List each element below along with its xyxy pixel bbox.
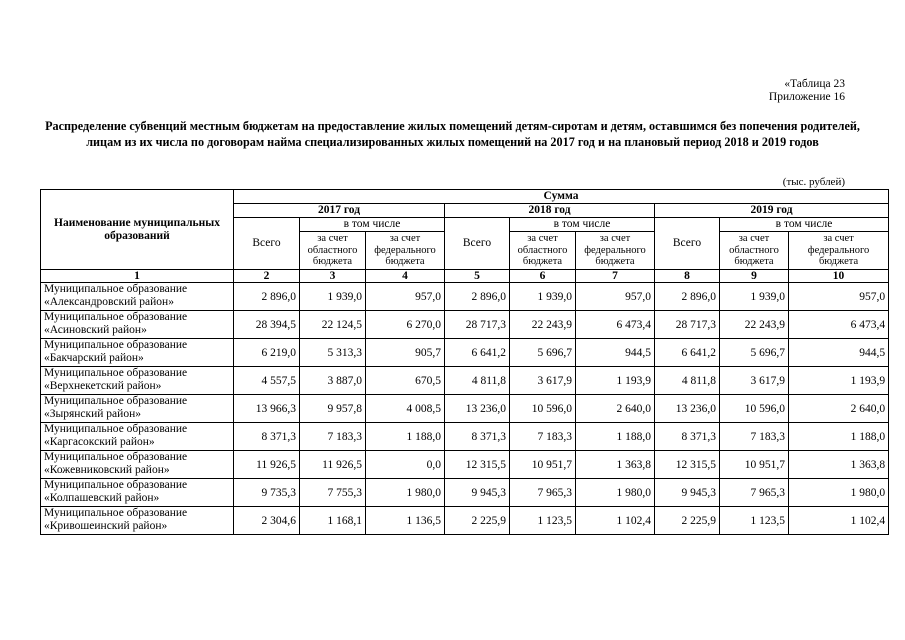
column-number: 5 bbox=[445, 270, 510, 283]
header-year-2019: 2019 год bbox=[655, 204, 889, 218]
value-cell: 2 896,0 bbox=[655, 283, 720, 311]
municipality-name: «Кожевниковский район» bbox=[44, 464, 170, 476]
value-cell: 28 717,3 bbox=[655, 311, 720, 339]
table-row bbox=[41, 423, 889, 451]
value-cell: 2 225,9 bbox=[655, 507, 720, 535]
value-cell: 12 315,5 bbox=[445, 451, 510, 479]
value-cell: 13 966,3 bbox=[234, 395, 300, 423]
value-cell: 10 951,7 bbox=[720, 451, 789, 479]
municipality-name-cell bbox=[41, 451, 234, 479]
value-cell: 2 640,0 bbox=[789, 395, 889, 423]
municipality-name-cell bbox=[41, 479, 234, 507]
value-cell: 5 696,7 bbox=[510, 339, 576, 367]
value-cell: 22 243,9 bbox=[720, 311, 789, 339]
value-cell: 7 965,3 bbox=[720, 479, 789, 507]
value-cell: 10 951,7 bbox=[510, 451, 576, 479]
header-federal-2019: за счет федерального бюджета bbox=[789, 232, 889, 270]
municipality-type: Муниципальное образование bbox=[44, 311, 188, 323]
value-cell: 1 102,4 bbox=[576, 507, 655, 535]
value-cell: 4 811,8 bbox=[445, 367, 510, 395]
table-row bbox=[41, 311, 889, 339]
value-cell: 1 939,0 bbox=[720, 283, 789, 311]
value-cell: 5 313,3 bbox=[300, 339, 366, 367]
municipality-name: «Колпашевский район» bbox=[44, 492, 160, 504]
value-cell: 4 008,5 bbox=[366, 395, 445, 423]
value-cell: 2 304,6 bbox=[234, 507, 300, 535]
header-incl-2017: в том числе bbox=[300, 218, 445, 232]
value-cell: 8 371,3 bbox=[445, 423, 510, 451]
municipality-name: «Александровский район» bbox=[44, 296, 174, 308]
header-federal-2018: за счет федерального бюджета bbox=[576, 232, 655, 270]
value-cell: 5 696,7 bbox=[720, 339, 789, 367]
value-cell: 28 717,3 bbox=[445, 311, 510, 339]
value-cell: 2 896,0 bbox=[234, 283, 300, 311]
column-number: 4 bbox=[366, 270, 445, 283]
value-cell: 1 102,4 bbox=[789, 507, 889, 535]
value-cell: 2 225,9 bbox=[445, 507, 510, 535]
appendix-number: Приложение 16 bbox=[768, 91, 845, 103]
value-cell: 4 811,8 bbox=[655, 367, 720, 395]
header-year-2018: 2018 год bbox=[445, 204, 655, 218]
value-cell: 4 557,5 bbox=[234, 367, 300, 395]
value-cell: 13 236,0 bbox=[445, 395, 510, 423]
value-cell: 957,0 bbox=[576, 283, 655, 311]
header-federal-2017: за счет федерального бюджета bbox=[366, 232, 445, 270]
municipality-type: Муниципальное образование bbox=[44, 507, 188, 519]
value-cell: 1 939,0 bbox=[510, 283, 576, 311]
column-number: 7 bbox=[576, 270, 655, 283]
value-cell: 957,0 bbox=[366, 283, 445, 311]
municipality-type: Муниципальное образование bbox=[44, 451, 188, 463]
table-row bbox=[41, 479, 889, 507]
column-number: 1 bbox=[41, 270, 234, 283]
document-title: Распределение субвенций местным бюджетам на предоставление жилых помещений детям-сиротам и детям, оставшимся без попечения родителей, лицам из их числа по договорам найма специализированных жилых помещений на 2017 год и на плановый период 2018 и 2019 годов bbox=[45, 119, 860, 149]
value-cell: 944,5 bbox=[789, 339, 889, 367]
header-regional-2019: за счет областного бюджета bbox=[720, 232, 789, 270]
value-cell: 8 371,3 bbox=[655, 423, 720, 451]
table-row bbox=[41, 367, 889, 395]
header-total-2017: Всего bbox=[234, 218, 300, 270]
units-note: (тыс. рублей) bbox=[782, 176, 845, 188]
value-cell: 28 394,5 bbox=[234, 311, 300, 339]
value-cell: 1 363,8 bbox=[789, 451, 889, 479]
value-cell: 670,5 bbox=[366, 367, 445, 395]
municipality-name: «Бакчарский район» bbox=[44, 352, 144, 364]
municipality-name: «Каргасокский район» bbox=[44, 436, 155, 448]
municipality-name: «Асиновский район» bbox=[44, 324, 147, 336]
value-cell: 6 473,4 bbox=[576, 311, 655, 339]
table-row bbox=[41, 451, 889, 479]
table-row bbox=[41, 283, 889, 311]
table-row bbox=[41, 507, 889, 535]
subsidy-table bbox=[40, 189, 889, 535]
header-total-2018: Всего bbox=[445, 218, 510, 270]
value-cell: 11 926,5 bbox=[234, 451, 300, 479]
value-cell: 7 183,3 bbox=[300, 423, 366, 451]
value-cell: 22 124,5 bbox=[300, 311, 366, 339]
municipality-name-cell bbox=[41, 367, 234, 395]
value-cell: 944,5 bbox=[576, 339, 655, 367]
column-number-row bbox=[41, 270, 889, 283]
value-cell: 1 188,0 bbox=[576, 423, 655, 451]
municipality-type: Муниципальное образование bbox=[44, 283, 188, 295]
municipality-name: «Зырянский район» bbox=[44, 408, 141, 420]
value-cell: 9 735,3 bbox=[234, 479, 300, 507]
municipality-name-cell bbox=[41, 311, 234, 339]
value-cell: 1 980,0 bbox=[366, 479, 445, 507]
value-cell: 1 188,0 bbox=[789, 423, 889, 451]
table-body bbox=[41, 283, 889, 535]
value-cell: 7 965,3 bbox=[510, 479, 576, 507]
value-cell: 905,7 bbox=[366, 339, 445, 367]
value-cell: 3 617,9 bbox=[510, 367, 576, 395]
value-cell: 1 136,5 bbox=[366, 507, 445, 535]
value-cell: 1 980,0 bbox=[576, 479, 655, 507]
municipality-type: Муниципальное образование bbox=[44, 339, 188, 351]
value-cell: 1 939,0 bbox=[300, 283, 366, 311]
column-number: 3 bbox=[300, 270, 366, 283]
header-regional-2017: за счет областного бюджета bbox=[300, 232, 366, 270]
value-cell: 1 193,9 bbox=[576, 367, 655, 395]
value-cell: 3 617,9 bbox=[720, 367, 789, 395]
value-cell: 11 926,5 bbox=[300, 451, 366, 479]
table-number: «Таблица 23 bbox=[784, 78, 845, 90]
municipality-type: Муниципальное образование bbox=[44, 367, 188, 379]
municipality-name-cell bbox=[41, 423, 234, 451]
value-cell: 6 270,0 bbox=[366, 311, 445, 339]
municipality-name: «Кривошеинский район» bbox=[44, 520, 168, 532]
value-cell: 957,0 bbox=[789, 283, 889, 311]
column-number: 8 bbox=[655, 270, 720, 283]
table-row bbox=[41, 339, 889, 367]
municipality-type: Муниципальное образование bbox=[44, 395, 188, 407]
value-cell: 8 371,3 bbox=[234, 423, 300, 451]
value-cell: 12 315,5 bbox=[655, 451, 720, 479]
value-cell: 6 219,0 bbox=[234, 339, 300, 367]
value-cell: 22 243,9 bbox=[510, 311, 576, 339]
column-number: 2 bbox=[234, 270, 300, 283]
value-cell: 1 168,1 bbox=[300, 507, 366, 535]
value-cell: 10 596,0 bbox=[510, 395, 576, 423]
value-cell: 9 945,3 bbox=[655, 479, 720, 507]
column-number: 6 bbox=[510, 270, 576, 283]
header-sum: Сумма bbox=[234, 190, 889, 204]
municipality-name-cell bbox=[41, 283, 234, 311]
value-cell: 9 945,3 bbox=[445, 479, 510, 507]
value-cell: 13 236,0 bbox=[655, 395, 720, 423]
municipality-name-cell bbox=[41, 507, 234, 535]
value-cell: 0,0 bbox=[366, 451, 445, 479]
header-incl-2018: в том числе bbox=[510, 218, 655, 232]
header-year-2017: 2017 год bbox=[234, 204, 445, 218]
value-cell: 1 363,8 bbox=[576, 451, 655, 479]
municipality-name-cell bbox=[41, 339, 234, 367]
header-municipality: Наименование муниципальных образований bbox=[41, 190, 234, 270]
table-row bbox=[41, 395, 889, 423]
value-cell: 6 641,2 bbox=[445, 339, 510, 367]
header-incl-2019: в том числе bbox=[720, 218, 889, 232]
municipality-type: Муниципальное образование bbox=[44, 423, 188, 435]
value-cell: 9 957,8 bbox=[300, 395, 366, 423]
value-cell: 7 755,3 bbox=[300, 479, 366, 507]
value-cell: 10 596,0 bbox=[720, 395, 789, 423]
header-regional-2018: за счет областного бюджета bbox=[510, 232, 576, 270]
municipality-name: «Верхнекетский район» bbox=[44, 380, 162, 392]
value-cell: 7 183,3 bbox=[510, 423, 576, 451]
value-cell: 1 193,9 bbox=[789, 367, 889, 395]
value-cell: 1 123,5 bbox=[510, 507, 576, 535]
municipality-name-cell bbox=[41, 395, 234, 423]
value-cell: 1 980,0 bbox=[789, 479, 889, 507]
value-cell: 1 188,0 bbox=[366, 423, 445, 451]
value-cell: 6 473,4 bbox=[789, 311, 889, 339]
value-cell: 6 641,2 bbox=[655, 339, 720, 367]
value-cell: 2 896,0 bbox=[445, 283, 510, 311]
header-total-2019: Всего bbox=[655, 218, 720, 270]
value-cell: 1 123,5 bbox=[720, 507, 789, 535]
value-cell: 3 887,0 bbox=[300, 367, 366, 395]
value-cell: 7 183,3 bbox=[720, 423, 789, 451]
column-number: 10 bbox=[789, 270, 889, 283]
value-cell: 2 640,0 bbox=[576, 395, 655, 423]
column-number: 9 bbox=[720, 270, 789, 283]
municipality-type: Муниципальное образование bbox=[44, 479, 188, 491]
